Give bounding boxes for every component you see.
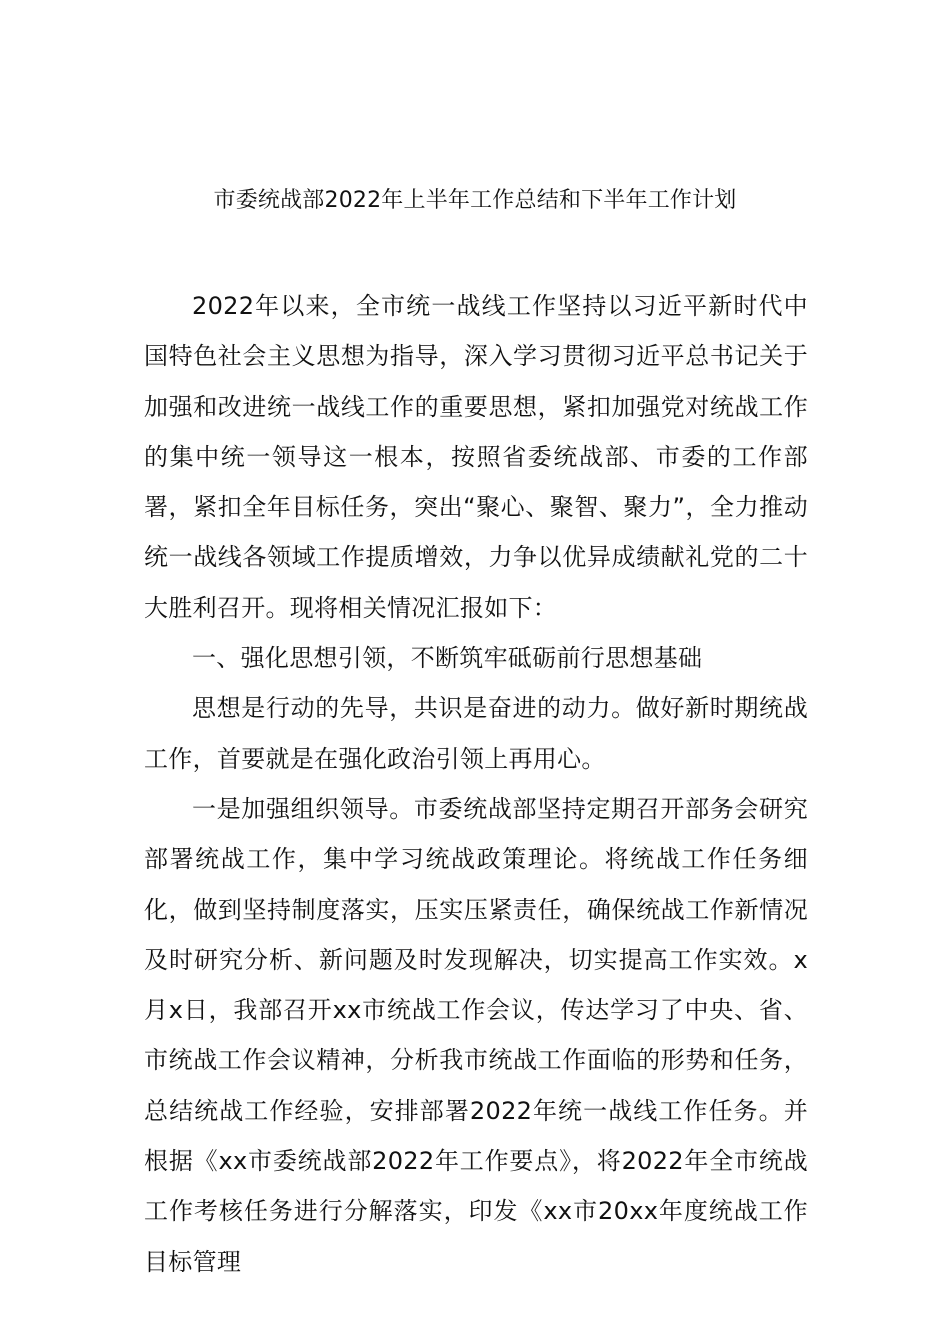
- section-heading-1: 一、强化思想引领，不断筑牢砥砺前行思想基础: [192, 644, 703, 673]
- document-body: [144, 281, 808, 1287]
- document-title: 市委统战部2022年上半年工作总结和下半年工作计划: [213, 188, 737, 213]
- paragraph-organization-leadership: 一是加强组织领导。市委统战部坚持定期召开部务会研究部署统战工作，集中学习统战政策理论。将统战工作任务细化，做到坚持制度落实，压实压紧责任，确保统战工作新情况及时研究分析、新问题及时发现解决，切实提高工作实效。x月x日，我部召开xx市统战工作会议，传达学习了中央、省、市统战工作会议精神，分析我市统战工作面临的形势和任务，总结统战工作经验，安排部署2022年统一战线工作任务。并根据《xx市委统战部2022年工作要点》，将2022年全市统战工作考核任务进行分解落实，印发《xx市20xx年度统战工作目标管理: [144, 794, 808, 1276]
- paragraph-section-1-lead: 思想是行动的先导，共识是奋进的动力。做好新时期统战工作，首要就是在强化政治引领上再用心。: [144, 694, 808, 773]
- paragraph-intro: 2022年以来，全市统一战线工作坚持以习近平新时代中国特色社会主义思想为指导，深入学习贯彻习近平总书记关于加强和改进统一战线工作的重要思想，紧扣加强党对统战工作的集中统一领导这一根本，按照省委统战部、市委的工作部署，紧扣全年目标任务，突出“聚心、聚智、聚力”，全力推动统一战线各领域工作提质增效，力争以优异成绩献礼党的二十大胜利召开。现将相关情况汇报如下：: [144, 292, 808, 622]
